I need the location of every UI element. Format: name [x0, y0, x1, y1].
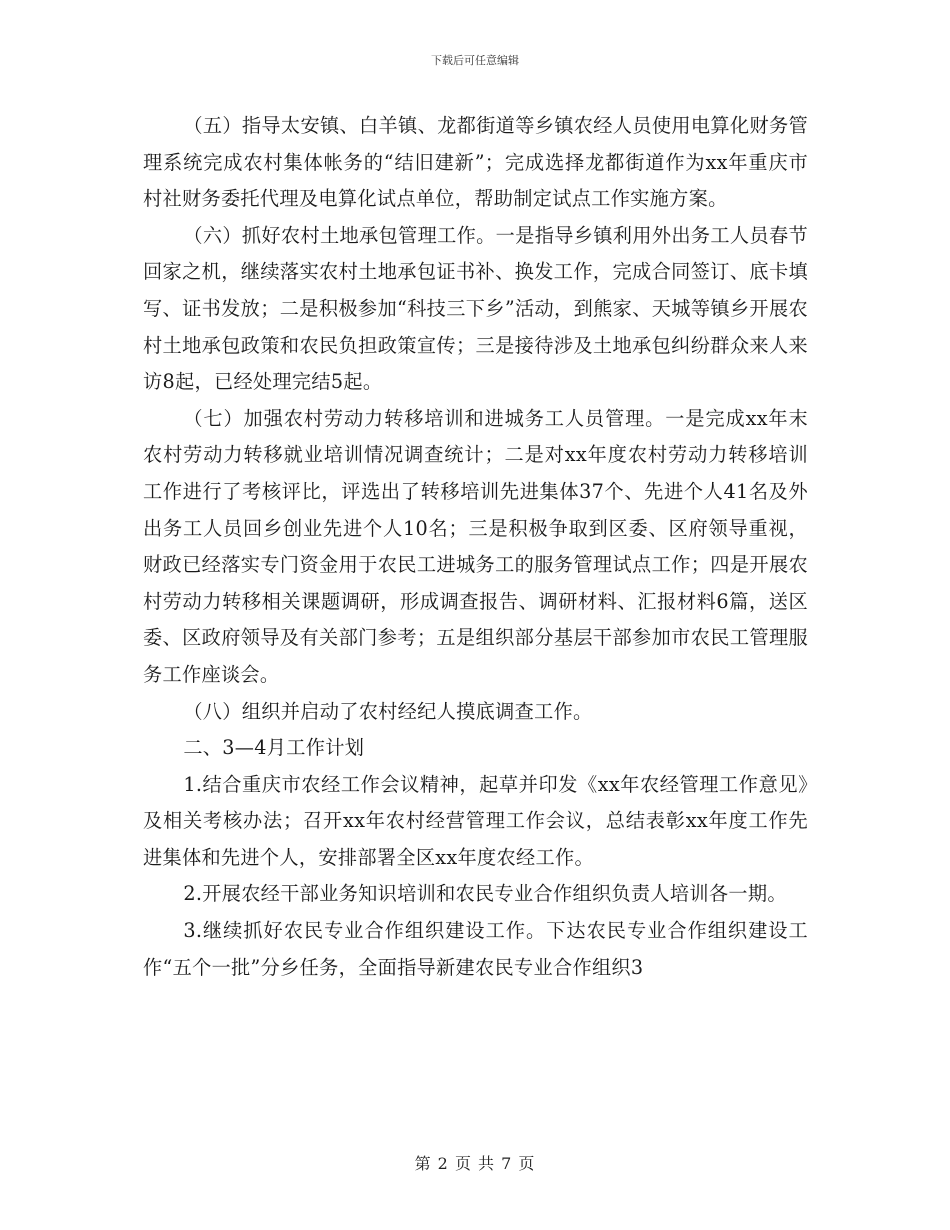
document-body	[143, 108, 808, 986]
plan-item-3: 3.继续抓好农民专业合作组织建设工作。下达农民专业合作组织建设工作“五个一批”分乡任务，全面指导新建农民专业合作组织3	[143, 919, 808, 979]
page-header-note: 下载后可任意编辑	[431, 54, 519, 67]
paragraph-section-7: （七）加强农村劳动力转移培训和进城务工人员管理。一是完成xx年末农村劳动力转移就业培训情况调查统计；二是对xx年度农村劳动力转移培训工作进行了考核评比，评选出了转移培训先进集体37个、先进个人41名及外出务工人员回乡创业先进个人10名；三是积极争取到区委、区府领导重视，财政已经落实专门资金用于农民工进城务工的服务管理试点工作；四是开展农村劳动力转移相关课题调研，形成调查报告、调研材料、汇报材料6篇，送区委、区政府领导及有关部门参考；五是组织部分基层干部参加市农民工管理服务工作座谈会。	[143, 406, 808, 686]
section-heading-plan: 二、3—4月工作计划	[183, 736, 365, 760]
paragraph-section-5: （五）指导太安镇、白羊镇、龙都街道等乡镇农经人员使用电算化财务管理系统完成农村集体帐务的“结旧建新”；完成选择龙都街道作为xx年重庆市村社财务委托代理及电算化试点单位，帮助制定试点工作实施方案。	[143, 114, 808, 211]
plan-item-1: 1.结合重庆市农经工作会议精神，起草并印发《xx年农经管理工作意见》及相关考核办法；召开xx年农村经营管理工作会议，总结表彰xx年度工作先进集体和先进个人，安排部署全区xx年度农经工作。	[143, 772, 808, 869]
paragraph-section-6: （六）抓好农村土地承包管理工作。一是指导乡镇利用外出务工人员春节回家之机，继续落实农村土地承包证书补、换发工作，完成合同签订、底卡填写、证书发放；二是积极参加“科技三下乡”活动，到熊家、天城等镇乡开展农村土地承包政策和农民负担政策宣传；三是接待涉及土地承包纠纷群众来人来访8起，已经处理完结5起。	[143, 223, 808, 394]
plan-item-2: 2.开展农经干部业务知识培训和农民专业合作组织负责人培训各一期。	[183, 882, 787, 906]
page-number: 第 2 页 共 7 页	[414, 1154, 536, 1173]
paragraph-section-8: （八）组织并启动了农村经纪人摸底调查工作。	[183, 699, 593, 723]
